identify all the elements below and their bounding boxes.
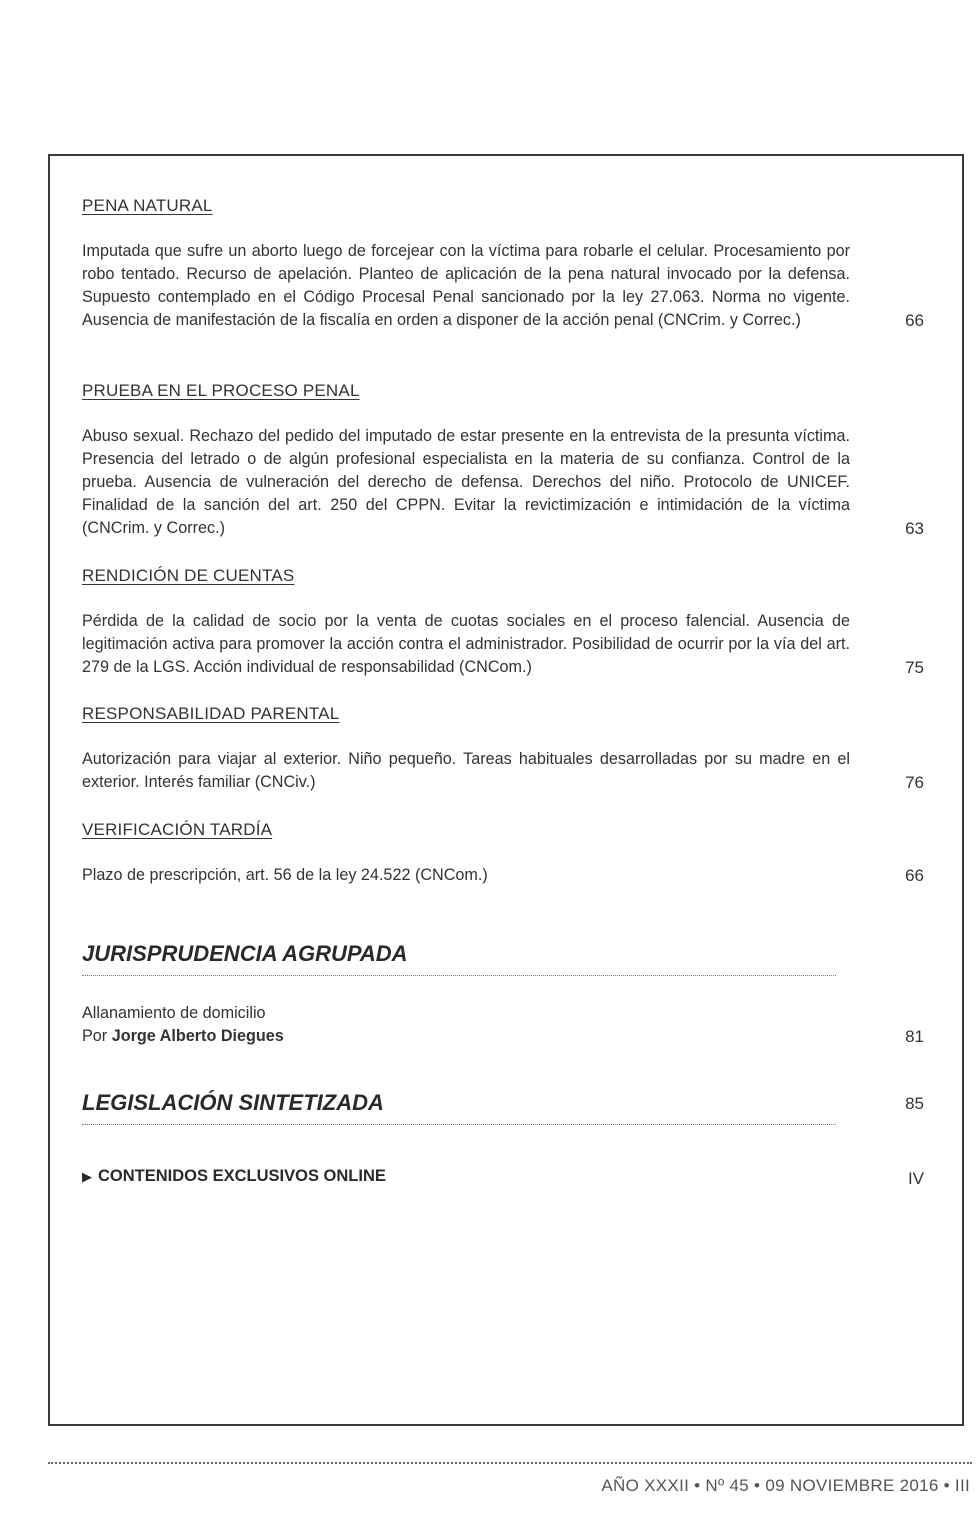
page-footer: AÑO XXXII • Nº 45 • 09 NOVIEMBRE 2016 • III [601,1476,970,1495]
online-contents [82,1167,924,1186]
section-title-legislacion: LEGISLACIÓN SINTETIZADA [82,1090,836,1125]
entry-page-number: 81 [905,1027,924,1046]
entry-page-number: 66 [905,311,924,330]
entry-text [82,864,924,887]
toc-entry-jurisprudencia [82,1002,924,1048]
footer-divider [48,1462,972,1464]
entry-description: Pérdida de la calidad de socio por la venta de cuotas sociales en el proceso falencial. Ausencia de legitimación activa para promover la acción contra el administrador. Posibilidad de ocurrir por la vía del art. 279 de la LGS. Acción individual de responsabilidad (CNCom.) [82,612,850,676]
entry-description: Autorización para viajar al exterior. Niño pequeño. Tareas habituales desarrolladas por su madre en el exterior. Interés familiar (CNCiv.) [82,750,850,791]
entry-heading: RESPONSABILIDAD PARENTAL [82,704,340,723]
entry-heading: RENDICIÓN DE CUENTAS [82,566,295,585]
entry-page-number: 66 [905,866,924,885]
toc-entry [82,820,924,887]
entry-text [82,610,924,679]
entry-page-number: 63 [905,519,924,538]
toc-entry [82,381,924,540]
entry-description: Imputada que sufre un aborto luego de forcejear con la víctima para robarle el celular. Procesamiento por robo tentado. Recurso de apelación. Planteo de aplicación de la pena natural invocado por la defensa. Supuesto contemplado en el Código Procesal Penal sancionado por la ley 27.063. Norma no vigente. Ausencia de manifestación de la fiscalía en orden a disponer de la acción penal (CNCrim. y Correc.) [82,242,850,329]
entry-page-number: 85 [905,1094,924,1113]
entry-text [82,748,924,794]
toc-entry [82,196,924,332]
entry-heading: VERIFICACIÓN TARDÍA [82,820,273,839]
online-label: CONTENIDOS EXCLUSIVOS ONLINE [98,1167,386,1185]
entry-text [82,240,924,332]
toc-entry [82,566,924,679]
entry-page-number: IV [907,1169,924,1188]
entry-description: Abuso sexual. Rechazo del pedido del imputado de estar presente en la entrevista de la presunta víctima. Presencia del letrado o de algún profesional especialista en la materia de su confianza. Control de la prueba. Ausencia de vulneración del derecho de defensa. Derechos del niño. Protocolo de UNICEF. Finalidad de la sanción del art. 250 del CPPN. Evitar la revictimización e intimidación de la víctima (CNCrim. y Correc.) [82,427,850,537]
author-name: Jorge Alberto Diegues [111,1027,284,1045]
triangle-right-icon: ▶ [82,1169,92,1184]
item-title: Allanamiento de domicilio [82,1004,266,1022]
toc-entry [82,704,924,794]
entry-description: Plazo de prescripción, art. 56 de la ley 24.522 (CNCom.) [82,866,488,884]
author-prefix: Por [82,1027,112,1045]
section-title-jurisprudencia: JURISPRUDENCIA AGRUPADA [82,941,836,976]
entry-text [82,425,924,540]
entry-page-number: 75 [905,658,924,677]
item-author [82,1025,850,1048]
entry-page-number: 76 [905,773,924,792]
entry-heading: PENA NATURAL [82,196,213,215]
entry-text [82,1002,924,1048]
entry-heading: PRUEBA EN EL PROCESO PENAL [82,381,360,400]
